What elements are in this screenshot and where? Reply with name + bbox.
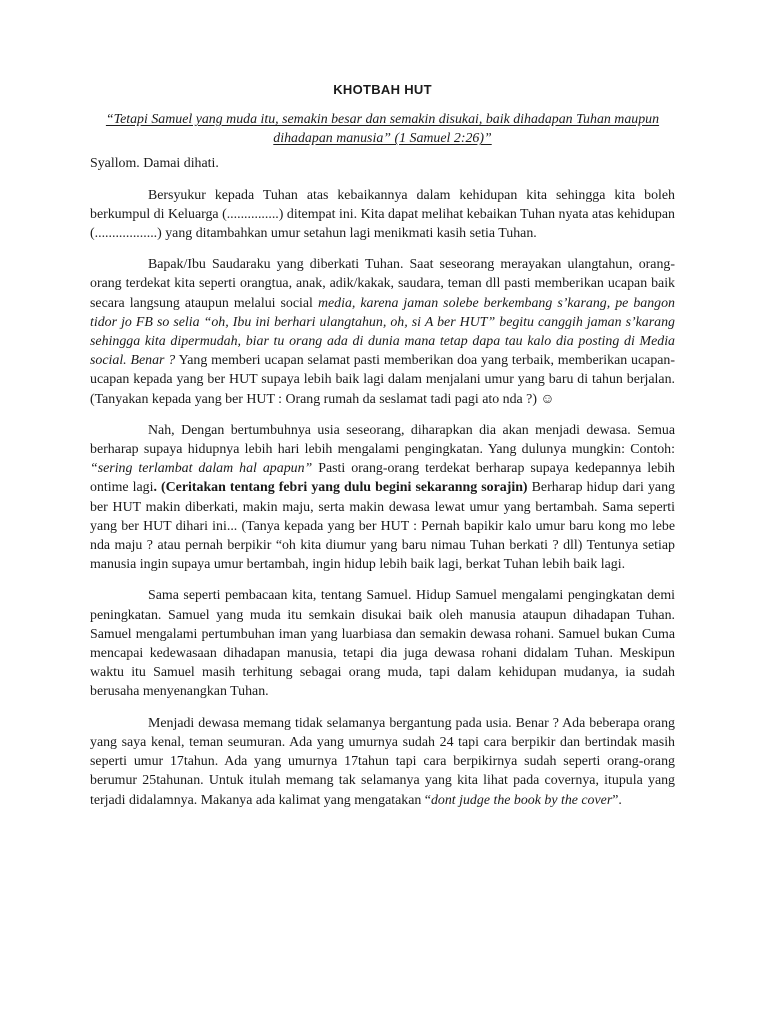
paragraph-5-text: Menjadi dewasa memang tidak selamanya bergantung pada usia. Benar ? Ada beberapa orang yang saya kenal, teman seumuran. Ada yang umurnya sudah 24 tapi cara berpikir dan bertindak masih seperti umur 17tahun. Ada yang umurnya 17tahun tapi cara berpikirnya sudah seperti orang-orang berumur 25tahunan. Untuk itulah memang tak selamanya yang kita lihat pada covernya, itupula yang terjadi didalamnya. Makanya ada kalimat yang mengatakan “ (90, 715, 675, 808)
paragraph-3-text-mid: Pasti orang-orang terdekat berharap supaya kedepannya lebih ontime lagi (90, 461, 676, 496)
paragraph-3-text: Nah, Dengan bertumbuhnya usia seseorang, diharapkan dia akan menjadi dewasa. Semua berharap supaya hidupnya lebih hari lebih mengalami pengingkatan. Yang dulunya mungkin: Contoh: (90, 422, 675, 458)
greeting: Syallom. Damai dihati. (90, 156, 219, 172)
paragraph-2-italic: media, karena jaman solebe berkembang s’karang, pe bangon tidor jo FB so selia “oh, Ibu ini berhari ulangtahun, oh, si A ber HUT” begitu canggih jaman s’karang sehingga kita dipermudah, biar tu orang ada di dunia mana tetap dapa tau kalo dia posting di Media social. Benar ? (90, 295, 675, 369)
paragraph-5-text-end: ”. (612, 792, 622, 808)
paragraph-4: Sama seperti pembacaan kita, tentang Samuel. Hidup Samuel mengalami pengingkatan demi peningkatan. Samuel yang muda itu semkain disukai baik oleh manusia ataupun dihadapan Tuhan. Samuel mengalami pertumbuhan iman yang luarbiasa dan semakin dewasa rohani. Samuel bukan Cuma mencapai kedewasaan dihadapan manusia, tetapi dia juga dewasa rohani didalam Tuhan. Meskipun waktu itu Samuel masih terhitung sebagai orang muda, tapi dalam kehidupan mudanya, ia sudah berusaha menyenangkan Tuhan. (90, 588, 675, 700)
paragraph-5 (90, 714, 675, 810)
paragraph-2-text: Bapak/Ibu Saudaraku yang diberkati Tuhan. Saat seseorang merayakan ulangtahun, orang-orang terdekat kita seperti orangtua, anak, adik/kakak, saudara, teman dll pasti memberikan ucapan baik secara langsung ataupun melalui social (90, 257, 675, 311)
paragraph-2 (90, 255, 675, 409)
paragraph-3-text-end: Berharap hidup dari yang ber HUT makin diberkati, makin maju, serta makin dewasa lewat umur yang bertambah. Sama seperti yang ber HUT dihari ini... (Tanya kepada yang ber HUT : Pernah bapikir kalo umur baru kong mo lebe nda maju ? atau pernah berpikir “oh kita diumur yang baru nimau Tuhan berkati ? dll) Tentunya setiap manusia ingin supaya umur bertambah, ingin hidup lebih baik lagi, berkat Tuhan lebih baik lagi. (90, 480, 675, 573)
paragraph-3-bold-note: . (Ceritakan tentang febri yang dulu begini sekaranng sorajin) (153, 480, 528, 496)
paragraph-5-italic-quote: dont judge the book by the cover (430, 792, 613, 808)
document-title: KHOTBAH HUT (333, 82, 432, 97)
paragraph-3 (90, 421, 675, 575)
document-page (90, 80, 675, 822)
paragraph-3-italic-example: “sering terlambat dalam hal apapun” (90, 461, 313, 477)
paragraph-1: Bersyukur kepada Tuhan atas kebaikannya dalam kehidupan kita sehingga kita boleh berkumpul di Keluarga (...............) ditempat ini. Kita dapat melihat kebaikan Tuhan nyata atas kehidupan (..................) yang ditambahkan umur setahun lagi menikmati kasih setia Tuhan. (90, 187, 675, 242)
paragraph-2-text-end: Yang memberi ucapan selamat pasti memberikan doa yang terbaik, memberikan ucapan-ucapan kepada yang ber HUT supaya lebih baik lagi dalam menjalani umur yang baru di tahun berjalan. (Tanyakan kepada yang ber HUT : Orang rumah da seslamat tadi pagi ato nda ?) ☺ (90, 353, 675, 407)
bible-verse: “Tetapi Samuel yang muda itu, semakin besar dan semakin disukai, baik dihadapan Tuhan maupun dihadapan manusia” (1 Samuel 2:26)” (105, 112, 660, 147)
